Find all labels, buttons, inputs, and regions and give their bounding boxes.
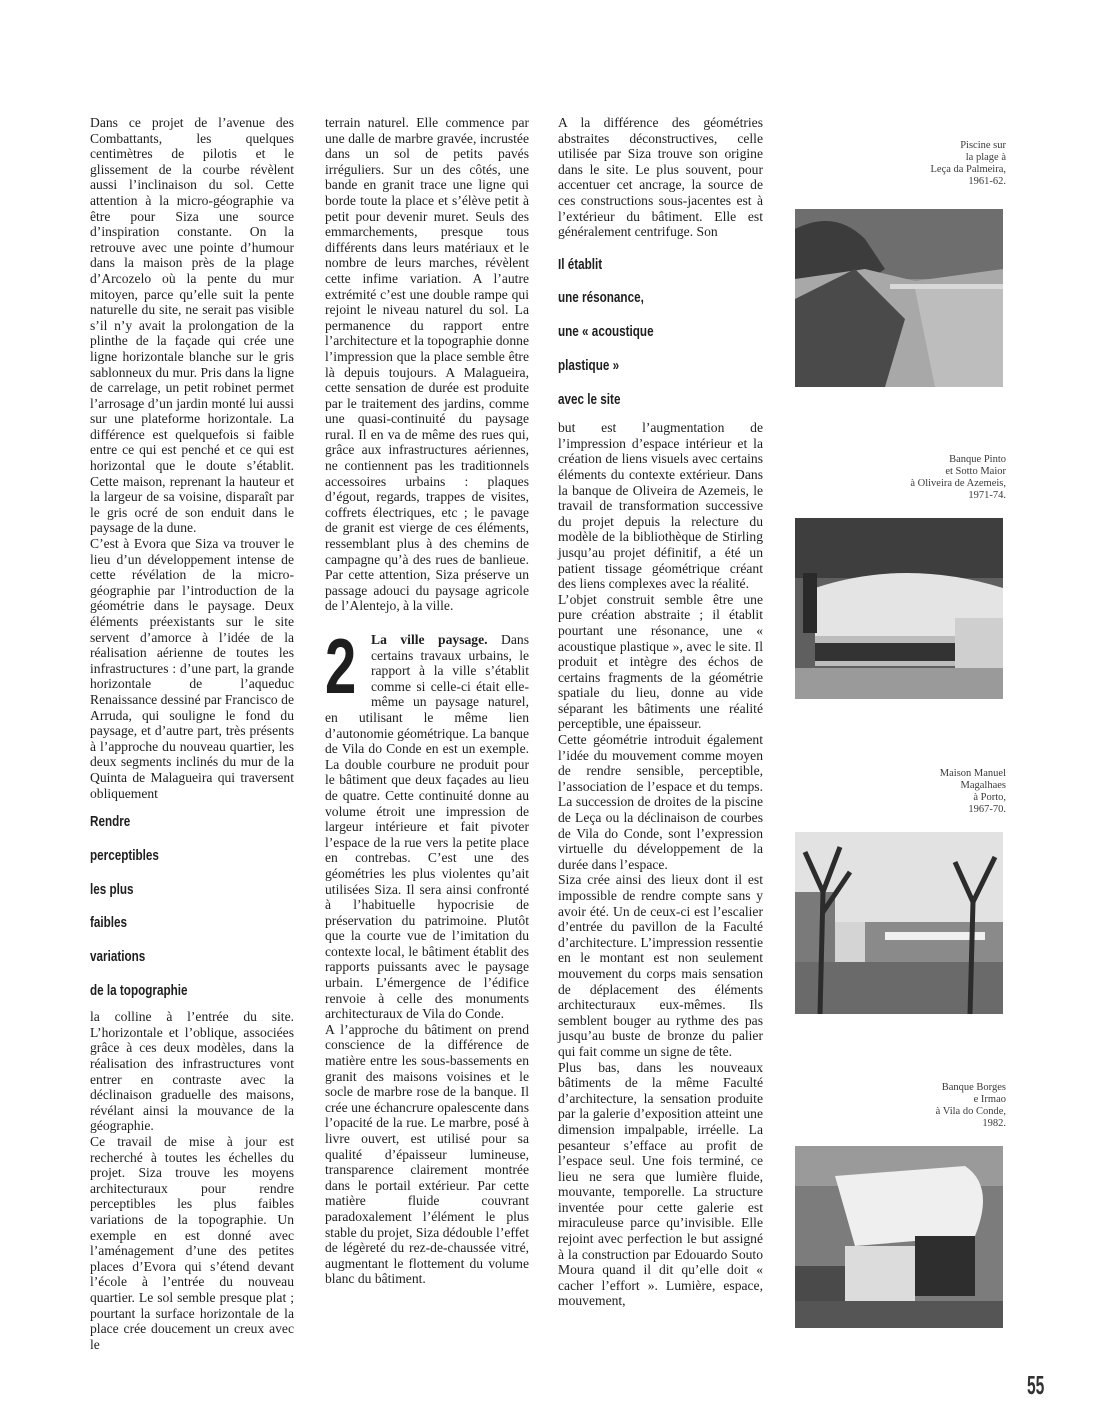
photo-banque-borges — [795, 1146, 1003, 1328]
pull-quote-line: les plus — [90, 880, 134, 898]
text-column-3 — [558, 115, 763, 1309]
paragraph-colline: la colline à l’entrée du site. L’horizontale et l’oblique, associées grâce à ces deux modèles, dans la réalisation des infrastructures vont entrer en contraste avec la déclinaison graduelle des maisons, révélant ainsi la mouvance de la géographie. — [90, 1009, 294, 1134]
section-title: La ville paysage. — [371, 632, 488, 647]
text-column-2 — [325, 115, 529, 1287]
pull-quote-line: avec le site — [558, 390, 621, 408]
paragraph-approche: A l’approche du bâtiment on prend conscience de la différence de matière entre les sous-bassements en granit des maisons voisines et le socle de marbre rose de la banque. Il crée une échancrure opalescente dans l’opacité de la rue. Le marbre, posé à livre ouvert, est utilisé pour sa qualité d’épaisseur lumineuse, transparence clairement montrée dans le portail extérieur. Par cette matière fluide couvrant paradoxalement l’élément le plus stable du projet, Siza dédouble l’effet de légèreté du rez-de-chaussée vitré, augmentant le flottement du volume blanc du bâtiment. — [325, 1021, 529, 1287]
pull-quote-line: Il établit — [558, 255, 603, 273]
caption-banque-borges: Banque Borges e Irmao à Vila do Conde, 1982. — [935, 1082, 1006, 1129]
caption-banque-pinto: Banque Pinto et Sotto Maior à Oliveira de Azemeis, 1971-74. — [910, 454, 1006, 501]
pull-quote-topographie — [90, 805, 249, 1007]
pull-quote-line: variations — [90, 947, 146, 965]
section-2 — [325, 632, 529, 1022]
paragraph-terrain: terrain naturel. Elle commence par une dalle de marbre gravée, incrustée dans un sol de petits pavés irréguliers. Sur un des côtés, une bande en granit trace une ligne qui borde toute la place et s’élève petit à petit pour devenir muret. Seuls des emmarchements, presque tous différents dans leurs matériaux et le nombre de leurs marches, révèlent cette infime variation. A l’autre extrémité c’est une double rampe qui rejoint le niveau naturel du sol. La permanence du rapport entre l’architecture et la topographie donne l’impression que la place semble être là depuis toujours. A Malagueira, cette sensation de durée est produite par le traitement des jardins, comme une quasi-continuité du paysage rural. Il en va de même des rues qui, grâce aux infrastructures aériennes, ne contiennent pas les traditionnels accessoires urbains : plaques d’égout, regards, trappes de visites, coffrets électriques, etc ; le pavage de granit est vierge de ces éléments, ressemblant plus à des chemins de campagne qu’à des rues de banlieue. Par cette attention, Siza préserve un passage adouci du paysage agricole de l’Alentejo, à la ville. — [325, 115, 529, 614]
pull-quote-line: de la topographie — [90, 981, 188, 999]
paragraph-travail: Ce travail de mise à jour est recherché à toutes les échelles du projet. Siza trouve les moyens architecturaux pour rendre perceptibles les plus faibles variations de la topographie. Un exemple en est donné avec l’aménagement d’une des petites places d’Evora qui s’étend devant l’école à l’entrée du nouveau quartier. Le sol semble presque plat ; pourtant la surface horizontale de la place crée doucement un creux avec le — [90, 1134, 294, 1352]
paragraph-mouvement: Cette géométrie introduit également l’idée du mouvement comme moyen de rendre sensible, perceptible, l’association de l’espace et du temps. La succession de droites de la piscine de Leça ou la déclinaison de courbes de Vila do Conde, sont l’expression virtuelle du développement de la durée dans l’espace. — [558, 732, 763, 872]
paragraph-evora: C’est à Evora que Siza va trouver le lieu d’un développement intense de cette révélation de la micro-géographie par l’introduction de la géométrie dans le paysage. Deux éléments préexistants sur le site servent d’amorce à l’idée de la réalisation aérienne de toutes les infrastructures : d’une part, la grande horizontale de l’aqueduc Renaissance dessiné par Francisco de Arruda, qui souligne le fond du paysage, et d’autre part, très présents à l’approche du nouveau quartier, les deux segments inclinés du mur de la Quinta de Malagueira qui traversent obliquement — [90, 536, 294, 801]
pull-quote-line: une « acoustique — [558, 323, 654, 341]
paragraph-lieux: Siza crée ainsi des lieux dont il est impossible de rendre compte sans y avoir été. Un de ceux-ci est l’escalier d’entrée du pavillon de la Faculté d’architecture. L’impression ressentie en le montant est non seulement mouvement du corps mais sensation de déplacement des éléments architecturaux eux-mêmes. Ils semblent bouger au rythme des pas jusqu’au buste de bronze du palier qui fait comme un signe de tête. — [558, 872, 763, 1059]
paragraph-plus-bas: Plus bas, dans les nouveaux bâtiments de la même Faculté d’architecture, la sensation produite par la galerie d’exposition atteint une dimension impalpable, irréelle. La pesanteur s’efface au profit de l’espace seul. Une fois terminé, ce lieu ne sera que lumière fluide, mouvante, temporelle. La structure inventée pour cette galerie est miraculeuse parce qu’invisible. Elle rejoint avec perfection le but assigné à la construction par Edouardo Souto Moura quand il dit qu’elle doit « cacher l’effort ». Lumière, espace, mouvement, — [558, 1059, 763, 1309]
text-column-1 — [90, 115, 294, 1352]
pull-quote-line: plastique » — [558, 356, 620, 374]
pull-quote-line: perceptibles — [90, 846, 159, 864]
paragraph-geometries: A la différence des géométries abstraites déconstructives, celle utilisée par Siza trouve son origine dans le site. Le plus souvent, pour accentuer cet ancrage, la source de ces constructions sous-jacentes est à l’extérieur du bâtiment. Elle est généralement centrifuge. Son — [558, 115, 763, 240]
paragraph-arcozelo: Dans ce projet de l’avenue des Combattants, les quelques centimètres de pilotis et le glissement de la courbe révèlent aussi l’inclinaison du sol. Cette attention à la micro-géographie va être pour Siza une source d’inspiration constante. On la retrouve avec une pointe d’humour dans la maison près de la plage d’Arcozelo où la pente du mur mitoyen, parce qu’elle suit la pente naturelle du site, ne serait pas visible s’il n’y avait la prolongation de la plinthe de la façade qui crée une ligne horizontale blanche sur le gris sablonneux du mur. Pris dans la ligne de carrelage, un petit robinet permet l’arrosage d’un jardin monté lui aussi sur une plateforme horizontale. La différence est quelquefois si faible entre ce qui est penché et ce qui est horizontal que le doute s’établit. Cette maison, reprenant la hauteur et la largeur de sa voisine, disparaît par le gris ocré de son enduit dans le paysage de la dune. — [90, 115, 294, 536]
photo-banque-pinto — [795, 518, 1003, 699]
photo-piscine — [795, 209, 1003, 387]
pull-quote-line: Rendre — [90, 813, 131, 831]
paragraph-objet: L’objet construit semble être une pure création abstraite ; il établit pourtant une résonance, une « acoustique plastique », avec le site. Il produit et intègre des échos de certains fragments de la géométrie spatiale du lieu, donne au vide séparant les bâtiments une réalité perceptible, une épaisseur. — [558, 591, 763, 732]
photo-maison-magalhaes — [795, 832, 1003, 1014]
caption-piscine: Piscine sur la plage à Leça da Palmeira, 1961-62. — [930, 140, 1006, 187]
pull-quote-line: faibles — [90, 914, 128, 932]
pull-quote-line: une résonance, — [558, 289, 644, 307]
section-text: Dans certains travaux urbains, le rapport à la ville s’établit comme si celle-ci était elle-même un paysage naturel, en utilisant le même lien d’autonomie géométrique. La banque de Vila do Conde en est un exemple. La double courbure ne produit pour le bâtiment que deux façades au lieu de quatre. Cette continuité donne au volume étroit une impression de largeur intérieure et fait pivoter l’espace de la rue vers la petite place en contrebas. C’est une des géométries les plus violentes qu’ait utilisées Siza. Il sera ainsi confronté à l’habituelle hypocrisie de préservation du patrimoine. Plutôt que la courte vue de l’imitation du contexte local, le bâtiment établit des rapports puissants avec le paysage urbain. L’émergence de l’édifice renvoie à celle des monuments architecturaux de Vila do Conde. — [325, 632, 529, 1022]
paragraph-but: but est l’augmentation de l’impression d’espace intérieur et la création de liens visuels avec certains éléments du contexte extérieur. Dans la banque de Oliveira de Azemeis, le travail de transformation successive du projet depuis la relecture du modèle de la bibliothèque de Stirling jusqu’au projet définitif, a été un patient tissage géométrique créant des liens complexes avec la réalité. — [558, 420, 763, 592]
page-number: 55 — [1027, 1370, 1045, 1400]
section-number: 2 — [325, 632, 357, 710]
pull-quote-resonance — [558, 248, 718, 416]
caption-maison-magalhaes: Maison Manuel Magalhaes à Porto, 1967-70. — [939, 768, 1006, 815]
